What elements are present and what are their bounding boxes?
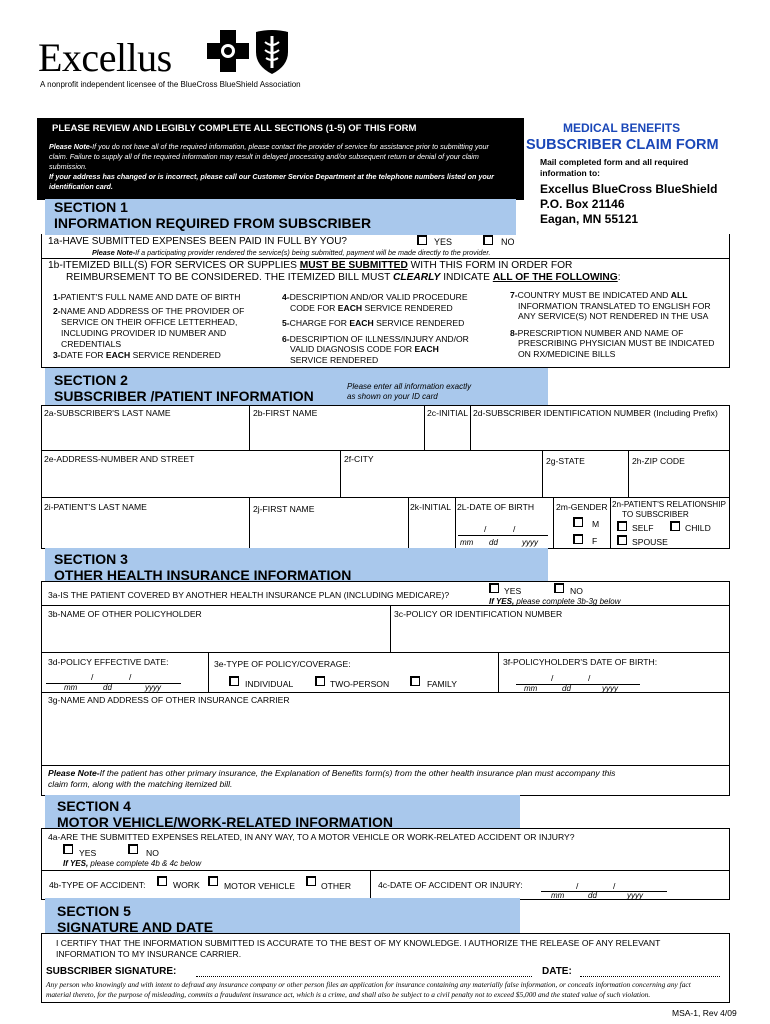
field-4b-label: 4b-TYPE OF ACCIDENT: [49, 880, 146, 890]
signature-line[interactable] [196, 976, 532, 977]
section2-heading: SECTION 2 SUBSCRIBER /PATIENT INFORMATION [54, 372, 314, 404]
relationship-self-label: SELF [632, 523, 654, 533]
field-2m-label: 2m-GENDER [556, 502, 608, 512]
dob-yyyy: yyyy [522, 538, 538, 547]
logo-wordmark: Excellus [38, 35, 172, 80]
relationship-spouse-label: SPOUSE [632, 537, 668, 547]
field-3f-label: 3f-POLICYHOLDER'S DATE OF BIRTH: [503, 657, 658, 667]
coverage-two-person-label: TWO-PERSON [330, 679, 390, 689]
q1a-no-checkbox[interactable] [483, 235, 493, 245]
mail-address: Excellus BlueCross BlueShield P.O. Box 21146 Eagan, MN 55121 [540, 182, 718, 226]
signature-label: SUBSCRIBER SIGNATURE: [46, 966, 177, 977]
date-line[interactable] [580, 976, 720, 977]
section3-note: Please Note-If the patient has other primary insurance, the Explanation of Benefits form(s) from the other health insurance plan must accompany this claim form, along with the matching itemized bill. [48, 768, 616, 789]
section1-heading: SECTION 1 INFORMATION REQUIRED FROM SUBSCRIBER [54, 199, 372, 231]
q3a-label: 3a-IS THE PATIENT COVERED BY ANOTHER HEALTH INSURANCE PLAN (INCLUDING MEDICARE)? [48, 590, 450, 600]
field-2c-label: 2c-INITIAL [427, 408, 469, 418]
q1a-yes-label: YES [434, 237, 453, 247]
certification-text: I CERTIFY THAT THE INFORMATION SUBMITTED IS ACCURATE TO THE BEST OF MY KNOWLEDGE. I AUTHORIZE THE RELEASE OF ANY RELEVANT INFORMATION TO MY INSURANCE CARRIER. [56, 938, 661, 959]
relationship-self-checkbox[interactable] [617, 521, 627, 531]
review-notice: PLEASE REVIEW AND LEGIBLY COMPLETE ALL SECTIONS (1-5) OF THIS FORM [52, 123, 417, 134]
q4a-label: 4a-ARE THE SUBMITTED EXPENSES RELATED, IN ANY WAY, TO A MOTOR VEHICLE OR WORK-RELATED ACCIDENT OR INJURY? [48, 832, 575, 842]
q3a-yes-checkbox[interactable] [489, 583, 499, 593]
coverage-family-checkbox[interactable] [410, 676, 420, 686]
q1a-label: 1a-HAVE SUBMITTED EXPENSES BEEN PAID IN FULL BY YOU? [48, 236, 347, 247]
gender-f-label: F [592, 536, 598, 546]
coverage-individual-label: INDIVIDUAL [245, 679, 294, 689]
field-2d-label: 2d-SUBSCRIBER IDENTIFICATION NUMBER (Including Prefix) [473, 408, 718, 418]
q1b-text: 1b-ITEMIZED BILL(S) FOR SERVICES OR SUPPLIES MUST BE SUBMITTED WITH THIS FORM IN ORDER FOR REIMBURSEMENT TO BE CONSIDERED. THE ITEMIZED BILL MUST CLEARLY INDICATE ALL OF THE FOLLOWING: [48, 260, 621, 283]
field-2n-label: 2n-PATIENT'S RELATIONSHIP TO SUBSCRIBER [612, 500, 726, 519]
q3a-ifyes: If YES, please complete 3b-3g below [489, 597, 621, 606]
dob-dd: dd [489, 538, 498, 547]
item-list-col1: 1-PATIENT'S FULL NAME AND DATE OF BIRTH 2-NAME AND ADDRESS OF THE PROVIDER OF SERVICE ON THEIR OFFICE LETTERHEAD, INCLUDING PROVIDER ID NUMBER AND CREDENTIALS 3-DATE FOR EACH SERVICE RENDERED [53, 292, 245, 360]
header-note-1: Please Note-If you do not have all of the required information, please contact the provider of service for assistance prior to submitting your claim. Failure to supply all of the required information may result in delayed processing and/or subsequent return or denial of your claim submission. [49, 142, 489, 171]
form-id: MSA-1, Rev 4/09 [672, 1008, 737, 1018]
q4a-no-label: NO [146, 848, 159, 858]
coverage-family-label: FAMILY [427, 679, 457, 689]
field-3e-label: 3e-TYPE OF POLICY/COVERAGE: [214, 659, 351, 669]
coverage-two-person-checkbox[interactable] [315, 676, 325, 686]
q1a-yes-checkbox[interactable] [417, 235, 427, 245]
3f-dd: dd [562, 684, 571, 693]
relationship-spouse-checkbox[interactable] [617, 535, 627, 545]
relationship-child-label: CHILD [685, 523, 711, 533]
4c-dd: dd [588, 891, 597, 900]
gender-m-checkbox[interactable] [573, 517, 583, 527]
q4a-ifyes: If YES, please complete 4b & 4c below [63, 859, 202, 868]
field-2i-label: 2i-PATIENT'S LAST NAME [44, 502, 147, 512]
section5-heading: SECTION 5 SIGNATURE AND DATE [57, 903, 214, 935]
item-list-col2: 4-DESCRIPTION AND/OR VALID PROCEDURE CODE FOR EACH SERVICE RENDERED 5-CHARGE FOR EACH SERVICE RENDERED 6-DESCRIPTION OF ILLNESS/INJURY AND/OR VALID DIAGNOSIS CODE FOR EACH SERVICE RENDERED [282, 292, 469, 365]
field-3g-label: 3g-NAME AND ADDRESS OF OTHER INSURANCE CARRIER [48, 695, 290, 705]
field-3d-label: 3d-POLICY EFFECTIVE DATE: [48, 657, 169, 667]
dob-separators: / [484, 524, 487, 534]
field-3b-label: 3b-NAME OF OTHER POLICYHOLDER [48, 609, 202, 619]
accident-other-checkbox[interactable] [306, 876, 316, 886]
field-3c-label: 3c-POLICY OR IDENTIFICATION NUMBER [394, 609, 563, 619]
accident-work-label: WORK [173, 880, 200, 890]
logo-tagline: A nonprofit independent licensee of the BlueCross BlueShield Association [40, 80, 301, 89]
mail-instructions: Mail completed form and all required information to: [540, 157, 689, 178]
fraud-warning: Any person who knowingly and with intent to defraud any insurance company or other person files an application for insurance containing any materially false information, or conceals information concerning any fact material thereto, for the purpose of misleading, commits a fraudulent insurance act, which is a crime, and shall also be subject to a civil penalty not to exceed $5,000 and the stated value of such violation. [46, 980, 691, 999]
dob-mm: mm [460, 538, 474, 547]
blueshield-logo-icon [252, 28, 292, 76]
field-2l-label: 2L-DATE OF BIRTH [457, 502, 535, 512]
3f-mm: mm [524, 684, 538, 693]
section2-hint: Please enter all information exactly as shown on your ID card [347, 382, 472, 401]
gender-m-label: M [592, 519, 600, 529]
3f-yyyy: yyyy [602, 684, 618, 693]
coverage-individual-checkbox[interactable] [229, 676, 239, 686]
accident-other-label: OTHER [321, 881, 352, 891]
3d-mm: mm [64, 683, 78, 692]
field-2g-label: 2g-STATE [546, 456, 585, 466]
item-list-col3: 7-COUNTRY MUST BE INDICATED AND ALL INFORMATION TRANSLATED TO ENGLISH FOR ANY SERVICE(S) NOT RENDERED IN THE USA 8-PRESCRIPTION NUMBER AND NAME OF PRESCRIBING PHYSICIAN MUST BE INDICATED ON RX/MEDICINE BILLS [510, 290, 715, 359]
field-2a-label: 2a-SUBSCRIBER'S LAST NAME [44, 408, 171, 418]
q4a-yes-checkbox[interactable] [63, 844, 73, 854]
q1a-no-label: NO [501, 237, 515, 247]
medical-benefits-title: MEDICAL BENEFITS [563, 121, 681, 135]
relationship-child-checkbox[interactable] [670, 521, 680, 531]
3d-yyyy: yyyy [145, 683, 161, 692]
section3-heading: SECTION 3 OTHER HEALTH INSURANCE INFORMATION [54, 551, 352, 583]
4c-mm: mm [551, 891, 565, 900]
field-2e-label: 2e-ADDRESS-NUMBER AND STREET [44, 454, 195, 464]
field-2k-label: 2k-INITIAL [410, 502, 452, 512]
4c-yyyy: yyyy [627, 891, 643, 900]
section4-heading: SECTION 4 MOTOR VEHICLE/WORK-RELATED INFORMATION [57, 798, 393, 830]
q1a-note: Please Note-If a participating provider rendered the service(s) being submitted, payment will be made directly to the provider. [92, 248, 491, 257]
accident-work-checkbox[interactable] [157, 876, 167, 886]
accident-motor-vehicle-checkbox[interactable] [208, 876, 218, 886]
q4a-no-checkbox[interactable] [128, 844, 138, 854]
field-2j-label: 2j-FIRST NAME [253, 504, 315, 514]
field-2h-label: 2h-ZIP CODE [632, 456, 685, 466]
gender-f-checkbox[interactable] [573, 534, 583, 544]
field-2b-label: 2b-FIRST NAME [253, 408, 318, 418]
q3a-no-label: NO [570, 586, 583, 596]
header-note-2: If your address has changed or is incorrect, please call our Customer Service Department at the telephone numbers listed on your identification card. [49, 172, 494, 191]
field-2f-label: 2f-CITY [344, 454, 374, 464]
subscriber-claim-form-title: SUBSCRIBER CLAIM FORM [526, 137, 719, 153]
accident-motor-vehicle-label: MOTOR VEHICLE [224, 881, 295, 891]
q3a-no-checkbox[interactable] [554, 583, 564, 593]
bluecross-logo-icon [205, 28, 251, 74]
field-4c-label: 4c-DATE OF ACCIDENT OR INJURY: [378, 880, 523, 890]
q4a-yes-label: YES [79, 848, 97, 858]
date-label: DATE: [542, 966, 572, 977]
3d-dd: dd [103, 683, 112, 692]
q3a-yes-label: YES [504, 586, 522, 596]
